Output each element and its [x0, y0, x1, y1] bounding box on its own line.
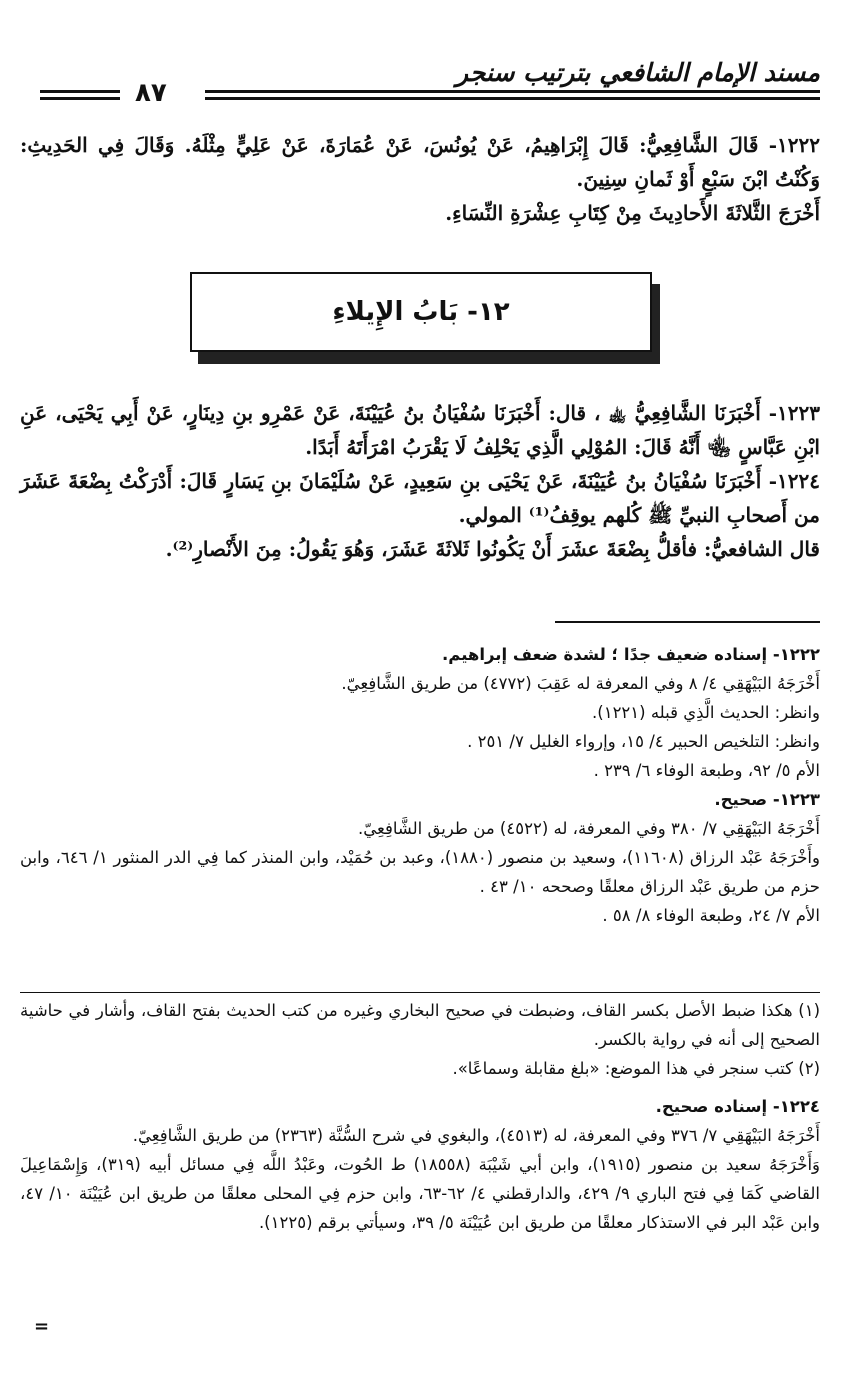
header-rule-left — [40, 90, 120, 100]
note-line: الأم ٧/ ٢٤، وطبعة الوفاء ٨/ ٥٨ . — [602, 906, 820, 925]
hadith-1222-text: ١٢٢٢- قَالَ الشَّافِعِيُّ: قَالَ إِبْرَاهِيمُ، عَنْ يُونُسَ، عَنْ عُمَارَةَ، عَنْ عَلِيٍّ مِثْلَهُ. وَقَالَ فِي الحَدِيثِ: وَكُنْتُ ابْنَ سَبْعٍ أَوْ ثَمانِ سِنِينَ. — [20, 133, 820, 191]
note-line: أَخْرَجَهُ البَيْهَقِي ٧/ ٣٧٦ وفي المعرفة، له (٤٥١٣)، والبغوي في شرح السُّنَّة (٢٣٦٣) من طريق الشَّافِعِيّ. — [132, 1126, 820, 1145]
shafii-comment: قال الشافعيُّ: فأقلُّ بِضْعَةَ عشَرَ أَنْ يَكُونُوا ثَلاثَةَ عَشَرَ، وَهُوَ يَقُولُ: مِنَ الأَنْصارِ⁽²⁾. — [165, 537, 820, 561]
footnotes-rule — [20, 992, 820, 993]
footnote-1: (١) هكذا ضبط الأصل بكسر القاف، وضبطت في صحيح البخاري وغيره من كتب الحديث بفتح القاف، وأشار في حاشية الصحيح إلى أنه في رواية بالكسر. — [20, 1001, 820, 1049]
notes-separator — [555, 621, 820, 623]
note-line: وأَخْرَجَهُ عَبْد الرزاق (١١٦٠٨)، وسعيد بن منصور (١٨٨٠)، وعبد بن حُمَيْد، وابن المنذر كما فِي الدر المنثور ١/ ٦٤٦، وابن حزم من طريق عَبْد الرزاق معلقًا وصححه ١٠/ ٤٣ . — [20, 848, 820, 896]
header-rule-right — [205, 90, 820, 100]
hadith-1222-block — [20, 128, 820, 230]
source-note: أَخْرَجَ الثَّلاثَةَ الأَحادِيثَ مِنْ كِتَابِ عِشْرَةِ النِّسَاءِ. — [445, 201, 820, 225]
note-heading-1222: ١٢٢٢- إسناده ضعيف جدًا ؛ لشدة ضعف إبراهيم. — [441, 645, 820, 664]
footnote-2: (٢) كتب سنجر في هذا الموضع: «بلغ مقابلة وسماعًا». — [452, 1059, 820, 1078]
chapter-title: ١٢- بَابُ الإِيلاءِ — [190, 272, 652, 352]
note-heading-1224: ١٢٢٤- إسناده صحيح. — [655, 1097, 820, 1116]
page-number: ٨٧ — [135, 78, 167, 108]
chapter-heading-box — [190, 272, 666, 364]
continuation-mark: = — [34, 1316, 50, 1337]
note-line: أَخْرَجَهُ البَيْهَقِي ٧/ ٣٨٠ وفي المعرفة، له (٤٥٢٢) من طريق الشَّافِعِيّ. — [358, 819, 820, 838]
note-line: الأم ٥/ ٩٢، وطبعة الوفاء ٦/ ٢٣٩ . — [593, 761, 820, 780]
note-heading-1223: ١٢٢٣- صحيح. — [714, 790, 820, 809]
page-header — [40, 58, 820, 108]
running-title: مسند الإمام الشافعي بترتيب سنجر — [456, 58, 820, 87]
hadith-1224-text: ١٢٢٤- أَخْبَرَنَا سُفْيَانُ بنُ عُيَيْنَةَ، عَنْ يَحْيَى بنِ سَعِيدٍ، عَنْ سُلَيْمَانَ بنِ يَسَارٍ قَالَ: أَدْرَكْتُ بِضْعَةَ عَشَرَ من أَصحابِ النبيِّ ﷺ كُلهم يوقِفُ⁽¹⁾ المولي. — [20, 469, 820, 527]
note-line: وانظر: الحديث الَّذِي قبله (١٢٢١). — [592, 703, 820, 722]
chapter-hadith-block — [20, 396, 820, 566]
footnotes — [20, 996, 820, 1083]
note-line: وانظر: التلخيص الحبير ٤/ ١٥، وإرواء الغليل ٧/ ٢٥١ . — [467, 732, 820, 751]
note-line: أَخْرَجَهُ البَيْهَقِي ٤/ ٨ وفي المعرفة له عَقِبَ (٤٧٧٢) من طريق الشَّافِعِيّ. — [341, 674, 820, 693]
takhrij-notes-lower — [20, 1092, 820, 1237]
hadith-1223-text: ١٢٢٣- أَخْبَرَنَا الشَّافِعِيُّ ﵀ ، قال: أَخْبَرَنَا سُفْيَانُ بنُ عُيَيْنَةَ، عَنْ عَمْرِو بنِ دِينَارٍ، عَنْ أَبِي يَحْيَى، عَنِ ابْنِ عَبَّاسٍ ﵄ أَنَّهُ قَالَ: المُوْلِي الَّذِي يَحْلِفُ لَا يَقْرَبُ امْرَأَتَهُ أَبَدًا. — [20, 401, 820, 459]
takhrij-notes-upper — [20, 640, 820, 930]
note-line: وَأَخْرَجَهُ سعيد بن منصور (١٩١٥)، وابن أبي شَيْبَة (١٨٥٥٨) ط الحُوت، وعَبْدُ اللَّه فِي مسائل أبيه (٣١٩)، وَإِسْمَاعِيلَ القاضي كَمَا فِي فتح الباري ٩/ ٤٢٩، والدارقطني ٤/ ٦٢-٦٣، وابن حزم فِي المحلى معلقًا من طريق ابن عُيَيْنَة ١٠/ ٤٧، وابن عَبْد البر في الاستذكار معلقًا من طريق ابن عُيَيْنَة ٥/ ٣٩، وسيأتي برقم (١٢٢٥). — [20, 1155, 821, 1232]
